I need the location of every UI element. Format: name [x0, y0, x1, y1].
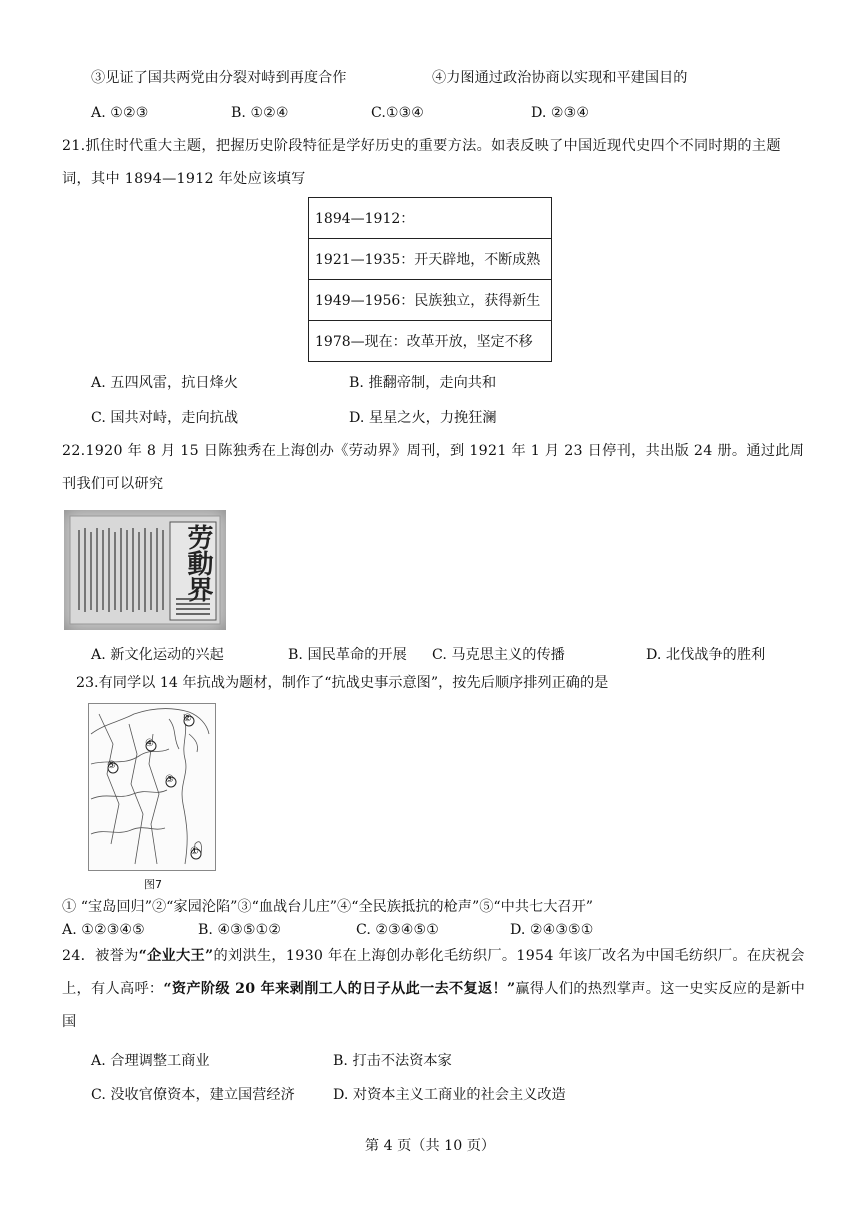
q20-option-a: A. ①②③	[91, 105, 149, 121]
q23-option-d: D. ②④③⑤①	[510, 922, 594, 938]
q24-question	[62, 940, 807, 1039]
q24-option-d: D. 对资本主义工商业的社会主义改造	[333, 1087, 566, 1103]
q22-option-c: C. 马克思主义的传播	[432, 647, 565, 663]
q20-statement-4: ④力图通过政治协商以实现和平建国目的	[432, 70, 688, 86]
q21-option-c: C. 国共对峙，走向抗战	[91, 410, 239, 426]
q23-items: ① “宝岛回归”②“家园沦陷”③“血战台儿庄”④“全民族抵抗的枪声”⑤“中共七大召开”	[62, 899, 594, 915]
q24-text-pre: 24．被誉为	[62, 948, 139, 964]
q24-bold-title: “企业大王”	[138, 948, 214, 964]
table-row	[309, 239, 552, 280]
cover-masthead: 劳動界	[183, 524, 213, 602]
q21-option-b: B. 推翻帝制，走向共和	[349, 375, 497, 391]
q22-option-d: D. 北伐战争的胜利	[646, 647, 766, 663]
china-map-image	[88, 703, 216, 871]
q22-option-b: B. 国民革命的开展	[288, 647, 407, 663]
q20-statement-3: ③见证了国共两党由分裂对峙到再度合作	[91, 70, 347, 86]
table-row	[309, 198, 552, 239]
q21-question: 21.抓住时代重大主题，把握历史阶段特征是学好历史的重要方法。如表反映了中国近现代史四个不同时期的主题词，其中 1894—1912 年处应该填写	[62, 138, 781, 187]
table-cell: 1978—现在：改革开放，坚定不移	[309, 321, 552, 362]
table-cell: 1894—1912：	[309, 198, 552, 239]
map-marker: ④	[145, 738, 154, 749]
table-row	[309, 321, 552, 362]
q24-option-b: B. 打击不法资本家	[333, 1053, 452, 1069]
q20-option-b: B. ①②④	[231, 105, 289, 121]
q24-option-a: A. 合理调整工商业	[91, 1053, 210, 1069]
q23-option-a: A. ①②③④⑤	[62, 922, 145, 938]
map-caption: 图7	[144, 878, 162, 891]
map-marker: ①	[190, 846, 199, 857]
q21-theme-table	[308, 197, 552, 362]
q21-option-a: A. 五四风雷，抗日烽火	[91, 375, 238, 391]
page-footer: 第 4 页（共 10 页）	[364, 1138, 496, 1154]
q20-option-c: C.①③④	[371, 105, 425, 121]
table-row	[309, 280, 552, 321]
laodongjie-cover-image	[64, 510, 226, 630]
q20-option-d: D. ②③④	[531, 105, 590, 121]
q24-text-post: 赢得人们的热烈掌声。这一史实反应的是新中国	[62, 981, 806, 1030]
q21-option-d: D. 星星之火，力挽狂澜	[349, 410, 497, 426]
map-marker: ②	[183, 713, 192, 724]
map-marker: ③	[165, 774, 174, 785]
q24-option-c: C. 没收官僚资本，建立国营经济	[91, 1087, 295, 1103]
q24-text-mid: 的刘洪生，1930 年在上海创办彰化毛纺织厂。1954 年该厂改名为中国毛纺织厂。在庆祝会上，有人高呼：	[62, 948, 805, 997]
table-cell: 1949—1956：民族独立，获得新生	[309, 280, 552, 321]
q23-question: 23.有同学以 14 年抗战为题材，制作了“抗战史事示意图”，按先后顺序排列正确的是	[76, 675, 609, 691]
q23-option-b: B. ④③⑤①②	[198, 922, 282, 938]
q23-option-c: C. ②③④⑤①	[356, 922, 439, 938]
map-marker: ⑤	[107, 760, 116, 771]
q22-question: 22.1920 年 8 月 15 日陈独秀在上海创办《劳动界》周刊，到 1921 年 1 月 23 日停刊，共出版 24 册。通过此周刊我们可以研究	[62, 443, 805, 492]
q22-option-a: A. 新文化运动的兴起	[91, 647, 224, 663]
table-cell: 1921—1935：开天辟地，不断成熟	[309, 239, 552, 280]
q24-bold-quote: “资产阶级 20 年来剥削工人的日子从此一去不复返！”	[163, 981, 516, 997]
